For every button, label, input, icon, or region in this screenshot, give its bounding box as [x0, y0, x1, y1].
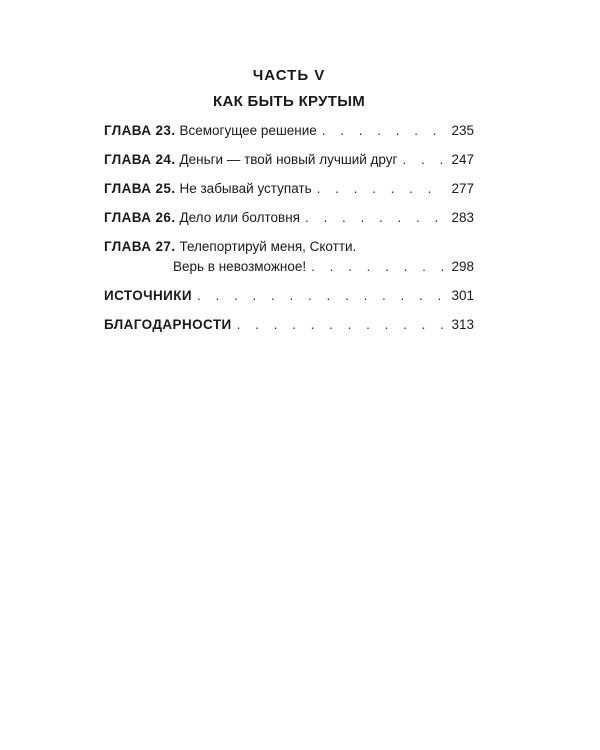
- chapter-title: Не забывай уступать: [179, 181, 312, 196]
- toc-entry-chapter-25[interactable]: [104, 179, 474, 199]
- toc-entry-chapter-26[interactable]: [104, 208, 474, 228]
- chapter-label: ГЛАВА 24.: [104, 152, 176, 167]
- chapter-label: ГЛАВА 27.: [104, 239, 176, 254]
- part-number: ЧАСТЬ V: [252, 67, 326, 84]
- table-of-contents: [104, 121, 474, 344]
- dot-leader: [237, 315, 443, 335]
- page-number: 247: [451, 152, 474, 167]
- dot-leader: [322, 121, 443, 141]
- dot-leader: [311, 257, 443, 277]
- section-label: ИСТОЧНИКИ: [104, 288, 193, 303]
- toc-entry-chapter-24[interactable]: [104, 150, 474, 170]
- section-label: БЛАГОДАРНОСТИ: [104, 317, 232, 332]
- part-title: КАК БЫТЬ КРУТЫМ: [212, 93, 366, 110]
- chapter-title-line-1: Телепортируй меня, Скотти.: [179, 239, 357, 254]
- toc-entry-chapter-27[interactable]: [104, 237, 474, 277]
- chapter-label: ГЛАВА 25.: [104, 181, 176, 196]
- chapter-label: ГЛАВА 23.: [104, 123, 176, 138]
- chapter-title: Всемогущее решение: [179, 123, 317, 138]
- dot-leader: [197, 286, 443, 306]
- chapter-title: Дело или болтовня: [179, 210, 300, 225]
- page-number: 313: [451, 317, 474, 332]
- chapter-label: ГЛАВА 26.: [104, 210, 176, 225]
- chapter-title-line-2: Верь в невозможное!: [173, 259, 307, 274]
- dot-leader: [317, 179, 443, 199]
- dot-leader: [305, 208, 443, 228]
- page-number: 301: [451, 288, 474, 303]
- toc-entry-acknowledgements[interactable]: [104, 315, 474, 335]
- page-number: 235: [451, 123, 474, 138]
- part-header: [104, 66, 474, 112]
- page-number: 277: [451, 181, 474, 196]
- toc-entry-chapter-23[interactable]: [104, 121, 474, 141]
- page-number: 283: [451, 210, 474, 225]
- page-number: 298: [451, 259, 474, 274]
- toc-entry-sources[interactable]: [104, 286, 474, 306]
- chapter-title: Деньги — твой новый лучший друг: [179, 152, 398, 167]
- dot-leader: [402, 150, 443, 170]
